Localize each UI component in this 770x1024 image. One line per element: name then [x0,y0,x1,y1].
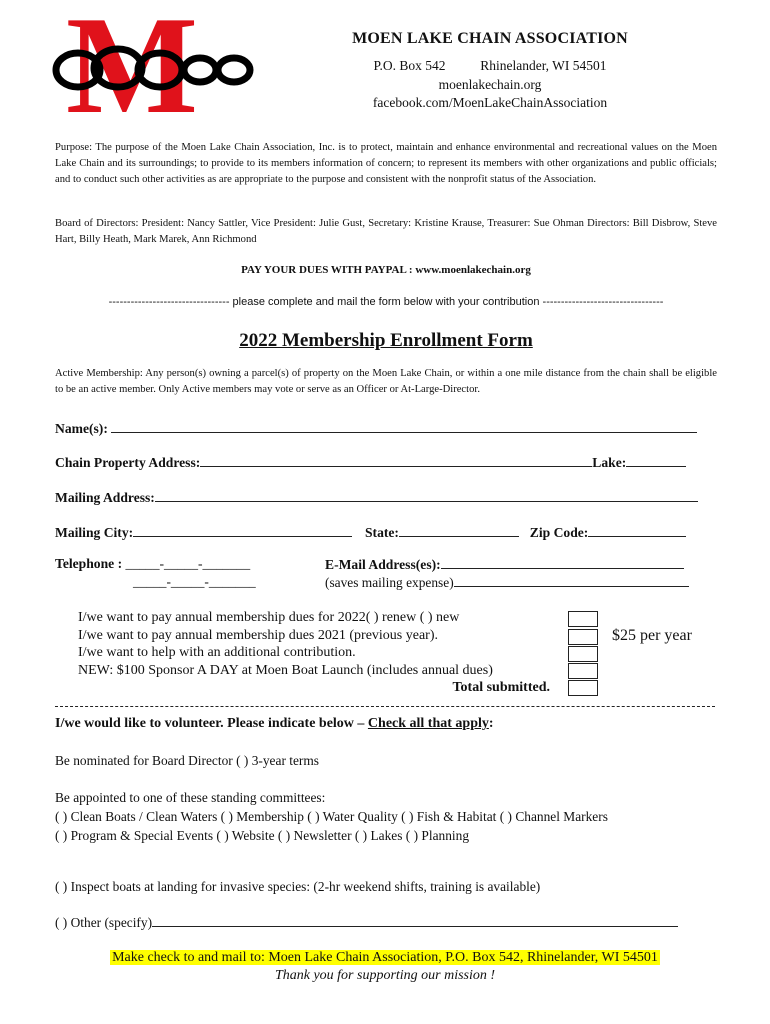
logo-letter: M [65,10,199,122]
board-paragraph: Board of Directors: President: Nancy Sattler, Vice President: Julie Gust, Secretary: Kristine Krause, Treasurer: Sue Ohman Directors: Bill Disbrow, Steve Hart, Billy Heath, Mark Marek, Ann Richmond [55,218,717,245]
board-nomination-option[interactable]: Be nominated for Board Director ( ) 3-year terms [55,753,319,768]
moen-chain-logo [50,10,262,122]
mailing-address-row [55,489,698,506]
committees-row-2[interactable]: ( ) Program & Special Events ( ) Website ( ) Newsletter ( ) Lakes ( ) Planning [55,828,470,843]
names-input-line[interactable] [111,420,697,433]
website: moenlakechain.org [438,77,542,92]
email-note: (saves mailing expense) [325,575,454,590]
org-name: MOEN LAKE CHAIN ASSOCIATION [352,30,628,47]
names-row [55,420,697,437]
mailing-city-label: Mailing City: [55,525,134,540]
committees-row-1[interactable]: ( ) Clean Boats / Clean Waters ( ) Membership ( ) Water Quality ( ) Fish & Habitat ( ) Channel Markers [55,809,608,824]
state-input-line[interactable] [399,524,519,537]
mailing-address-label: Mailing Address: [55,490,155,505]
dues-line-sponsor: NEW: $100 Sponsor A DAY at Moen Boat Launch (includes annual dues) [78,662,493,678]
dues-line-contribution: I/we want to help with an additional contribution. [78,645,356,660]
dues-box-sponsor[interactable] [568,663,598,679]
dues-line-previous: I/we want to pay annual membership dues 2021 (previous year). [78,627,439,643]
address-line [270,58,710,74]
state-label: State: [364,525,399,540]
dues-lines [78,609,493,679]
names-label: Name(s): [55,421,108,436]
chain-address-input-line[interactable] [200,454,592,467]
po-box: P.O. Box 542 [373,58,446,73]
mail-instructions: Make check to and mail to: Moen Lake Chain Association, P.O. Box 542, Rhinelander, WI 54501 [112,950,658,965]
volunteer-heading-emphasis: Check all that apply [367,716,489,731]
city-state-zip-row [55,524,686,541]
telephone-label: Telephone : [55,556,123,571]
cut-line: --------------------------------- please complete and mail the form below with your contribution --------------------------------- [108,296,664,308]
city-zip: Rhinelander, WI 54501 [480,58,607,73]
dues-box-previous[interactable] [568,629,598,645]
zip-input-line[interactable] [588,524,686,537]
email-input-line-2[interactable] [454,574,689,587]
zip-label: Zip Code: [529,525,589,540]
other-option[interactable]: ( ) Other (specify) [55,915,153,930]
telephone-input-2[interactable]: _____-_____-_______ [133,574,256,589]
dues-box-total[interactable] [568,680,598,696]
volunteer-heading-text: I/we would like to volunteer. Please indicate below – [55,716,368,731]
thank-you-note: Thank you for supporting our mission ! [274,968,496,983]
purpose-paragraph: Purpose: The purpose of the Moen Lake Chain Association, Inc. is to protect, maintain and enhance environmental and recreational values on the Moen Lake Chain and its surroundings; to provide to its members information of concern; to represent its members with other organizations and public officials; and to conduct such other activities as are appropriate to the purpose and consistent with the nonprofit status of the Association. [55,142,717,185]
volunteer-heading [55,716,494,732]
dues-box-renew[interactable] [568,611,598,627]
telephone-row [55,556,250,572]
lake-input-line[interactable] [626,454,686,467]
mailing-address-input-line[interactable] [155,489,698,502]
price-label: $25 per year [612,627,692,644]
volunteer-heading-colon: : [488,716,494,731]
form-title: 2022 Membership Enrollment Form [239,330,533,351]
chain-ring-5 [218,58,250,82]
chain-address-label: Chain Property Address: [55,455,201,470]
dues-line-renew: I/we want to pay annual membership dues for 2022( ) renew ( ) new [78,610,460,625]
other-row [55,914,678,931]
email-input-line[interactable] [441,556,684,569]
mail-instructions-wrap [0,948,770,966]
committees-intro: Be appointed to one of these standing committees: [55,790,326,805]
chain-address-row [55,454,686,471]
active-membership-note: Active Membership: Any person(s) owning a parcel(s) of property on the Moen Lake Chain, or within a one mile distance from the chain shall be eligible to be an active member. Only Active members may vote or serve as an Officer or At-Large-Director. [55,368,717,395]
facebook-link: facebook.com/MoenLakeChainAssociation [372,95,608,110]
dashed-separator [55,706,715,707]
mailing-city-input-line[interactable] [133,524,352,537]
telephone-input-1[interactable]: _____-_____-_______ [125,556,251,571]
total-submitted-label: Total submitted. [452,680,550,695]
inspect-boats-option[interactable]: ( ) Inspect boats at landing for invasive species: (2-hr weekend shifts, training is available) [55,879,541,894]
email-label: E-Mail Address(es): [325,557,441,572]
dues-box-contribution[interactable] [568,646,598,662]
email-row-2 [325,574,689,591]
paypal-note: PAY YOUR DUES WITH PAYPAL : www.moenlakechain.org [241,264,531,276]
email-row [325,556,684,573]
lake-label: Lake: [592,455,627,470]
other-input-line[interactable] [152,914,678,927]
